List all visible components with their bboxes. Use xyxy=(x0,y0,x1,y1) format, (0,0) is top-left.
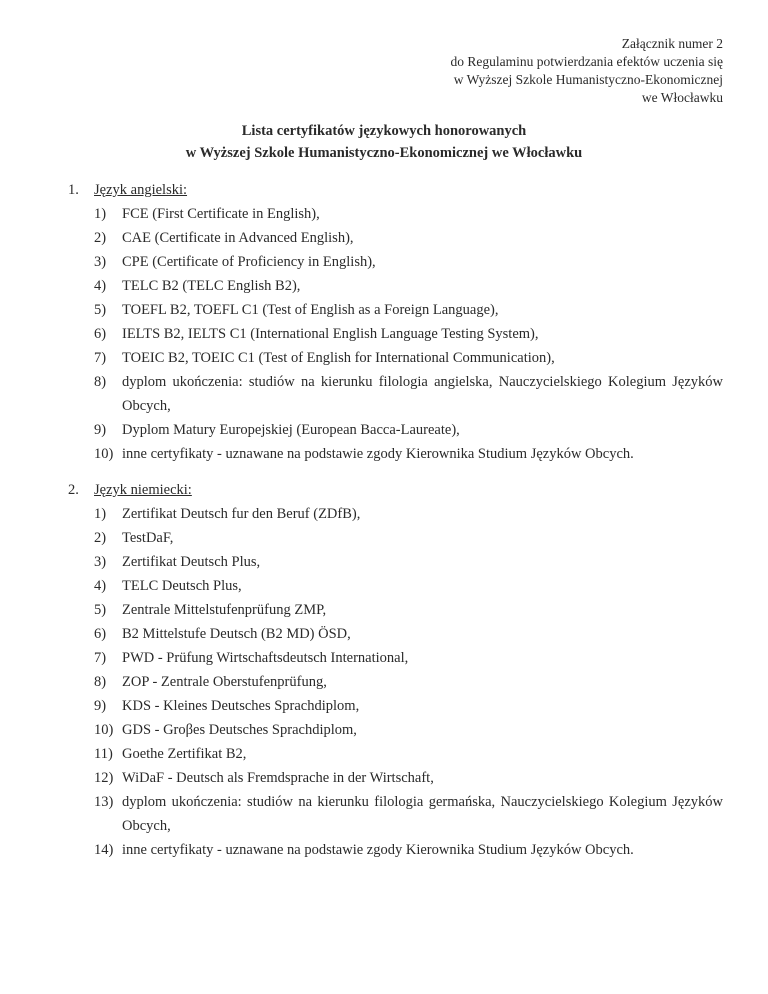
list-item-text-line: inne certyfikaty - uznawane na podstawie zgody Kierownika Studium Języków Obcych. xyxy=(122,446,634,462)
section-number: 1. xyxy=(68,182,79,198)
list-item-number: 8) xyxy=(94,674,107,690)
list-item xyxy=(94,274,723,298)
list-item-number: 7) xyxy=(94,350,107,366)
list-item-text-line: Zertifikat Deutsch Plus, xyxy=(122,554,261,570)
list-item xyxy=(94,226,723,250)
list-item-text xyxy=(122,322,723,346)
list-item-text-line: dyplom ukończenia: studiów na kierunku filologia germańska, Nauczycielskiego Kolegium Języków xyxy=(122,794,723,810)
list-item-text-line: FCE (First Certificate in English), xyxy=(122,206,320,222)
list-item-text-line: TOEIC B2, TOEIC C1 (Test of English for International Communication), xyxy=(122,350,555,366)
list-item-text-line: TELC Deutsch Plus, xyxy=(122,578,242,594)
section-heading-text: Język niemiecki: xyxy=(94,482,192,498)
document-title-line: Lista certyfikatów językowych honorowanych xyxy=(241,123,527,139)
list-item-text-line: TOEFL B2, TOEFL C1 (Test of English as a Foreign Language), xyxy=(122,302,499,318)
list-item-text xyxy=(122,598,723,622)
attachment-header-line: w Wyższej Szkole Humanistyczno-Ekonomicznej xyxy=(453,72,723,87)
list-item-text-line: PWD - Prüfung Wirtschaftsdeutsch International, xyxy=(122,650,409,666)
list-item-text-line: Dyplom Matury Europejskiej (European Bacca-Laureate), xyxy=(122,422,460,438)
list-item-number: 12) xyxy=(94,770,114,786)
section-heading xyxy=(68,478,723,502)
list-item xyxy=(94,202,723,226)
certificate-sections xyxy=(0,178,768,862)
list-item-number: 1) xyxy=(94,506,107,522)
list-item-text xyxy=(122,742,723,766)
list-item-text xyxy=(122,838,723,862)
list-item-number: 13) xyxy=(94,794,114,810)
list-item xyxy=(94,250,723,274)
list-item-text xyxy=(122,274,723,298)
list-item-text xyxy=(122,526,723,550)
list-item-text-line: ZOP - Zentrale Oberstufenprüfung, xyxy=(122,674,327,690)
list-item-number: 8) xyxy=(94,374,107,390)
list-item xyxy=(94,790,723,838)
attachment-header-line: do Regulaminu potwierdzania efektów uczenia się xyxy=(450,54,723,69)
list-item xyxy=(94,670,723,694)
list-item xyxy=(94,574,723,598)
list-item xyxy=(94,370,723,418)
list-item-text-line: TELC B2 (TELC English B2), xyxy=(122,278,301,294)
list-item-number: 10) xyxy=(94,722,114,738)
certificate-list xyxy=(94,202,723,466)
list-item xyxy=(94,418,723,442)
list-item-number: 7) xyxy=(94,650,107,666)
list-item-text-line: Goethe Zertifikat B2, xyxy=(122,746,247,762)
list-item-text xyxy=(122,346,723,370)
list-item-text xyxy=(122,766,723,790)
list-item-text-line: CAE (Certificate in Advanced English), xyxy=(122,230,354,246)
list-item xyxy=(94,766,723,790)
list-item-number: 6) xyxy=(94,626,107,642)
list-item xyxy=(94,646,723,670)
list-item xyxy=(94,442,723,466)
list-item-number: 9) xyxy=(94,698,107,714)
document-title xyxy=(0,120,768,164)
list-item-number: 2) xyxy=(94,230,107,246)
list-item-text xyxy=(122,646,723,670)
list-item xyxy=(94,322,723,346)
list-item-text-line: IELTS B2, IELTS C1 (International English Language Testing System), xyxy=(122,326,539,342)
list-item-text-line: inne certyfikaty - uznawane na podstawie zgody Kierownika Studium Języków Obcych. xyxy=(122,842,634,858)
list-item-text-line: CPE (Certificate of Proficiency in English), xyxy=(122,254,376,270)
list-item-number: 2) xyxy=(94,530,107,546)
list-item xyxy=(94,346,723,370)
list-item-text xyxy=(122,250,723,274)
language-section xyxy=(68,478,723,862)
list-item-text-line: WiDaF - Deutsch als Fremdsprache in der Wirtschaft, xyxy=(122,770,434,786)
list-item-number: 5) xyxy=(94,602,107,618)
attachment-header xyxy=(0,0,768,107)
list-item-text-line: Obcych, xyxy=(122,398,171,414)
list-item-number: 4) xyxy=(94,578,107,594)
list-item-text-line: Zentrale Mittelstufenprüfung ZMP, xyxy=(122,602,327,618)
list-item-number: 5) xyxy=(94,302,107,318)
list-item-text-line: GDS - Groβes Deutsches Sprachdiplom, xyxy=(122,722,357,738)
list-item-text xyxy=(122,574,723,598)
list-item-number: 6) xyxy=(94,326,107,342)
list-item-text xyxy=(122,622,723,646)
list-item-text-line: KDS - Kleines Deutsches Sprachdiplom, xyxy=(122,698,360,714)
attachment-header-line: we Włocławku xyxy=(641,90,723,105)
certificate-list xyxy=(94,502,723,862)
list-item xyxy=(94,838,723,862)
list-item-text xyxy=(122,502,723,526)
list-item-text xyxy=(122,670,723,694)
list-item xyxy=(94,298,723,322)
list-item-text-line: B2 Mittelstufe Deutsch (B2 MD) ÖSD, xyxy=(122,626,351,642)
list-item-text-line: Obcych, xyxy=(122,818,171,834)
list-item-number: 4) xyxy=(94,278,107,294)
list-item xyxy=(94,694,723,718)
list-item-text-line: dyplom ukończenia: studiów na kierunku filologia angielska, Nauczycielskiego Kolegium Języków xyxy=(122,374,723,390)
list-item-text xyxy=(122,550,723,574)
section-heading xyxy=(68,178,723,202)
list-item xyxy=(94,526,723,550)
list-item xyxy=(94,622,723,646)
list-item-text-line: TestDaF, xyxy=(122,530,174,546)
list-item-text xyxy=(122,718,723,742)
list-item-number: 10) xyxy=(94,446,114,462)
list-item-number: 14) xyxy=(94,842,114,858)
list-item-text xyxy=(122,226,723,250)
section-number: 2. xyxy=(68,482,79,498)
section-heading-text: Język angielski: xyxy=(94,182,188,198)
list-item-text xyxy=(122,202,723,226)
list-item xyxy=(94,550,723,574)
list-item-text xyxy=(122,790,723,838)
list-item-number: 11) xyxy=(94,746,113,762)
document-title-line: w Wyższej Szkole Humanistyczno-Ekonomicznej we Włocławku xyxy=(185,145,583,161)
list-item-text xyxy=(122,298,723,322)
list-item xyxy=(94,598,723,622)
list-item xyxy=(94,718,723,742)
list-item-text xyxy=(122,370,723,418)
list-item xyxy=(94,742,723,766)
list-item xyxy=(94,502,723,526)
list-item-text xyxy=(122,418,723,442)
list-item-number: 3) xyxy=(94,254,107,270)
list-item-number: 1) xyxy=(94,206,107,222)
list-item-number: 3) xyxy=(94,554,107,570)
language-section xyxy=(68,178,723,466)
list-item-text xyxy=(122,442,723,466)
list-item-text-line: Zertifikat Deutsch fur den Beruf (ZDfB), xyxy=(122,506,361,522)
attachment-header-line: Załącznik numer 2 xyxy=(621,36,723,51)
list-item-text xyxy=(122,694,723,718)
list-item-number: 9) xyxy=(94,422,107,438)
